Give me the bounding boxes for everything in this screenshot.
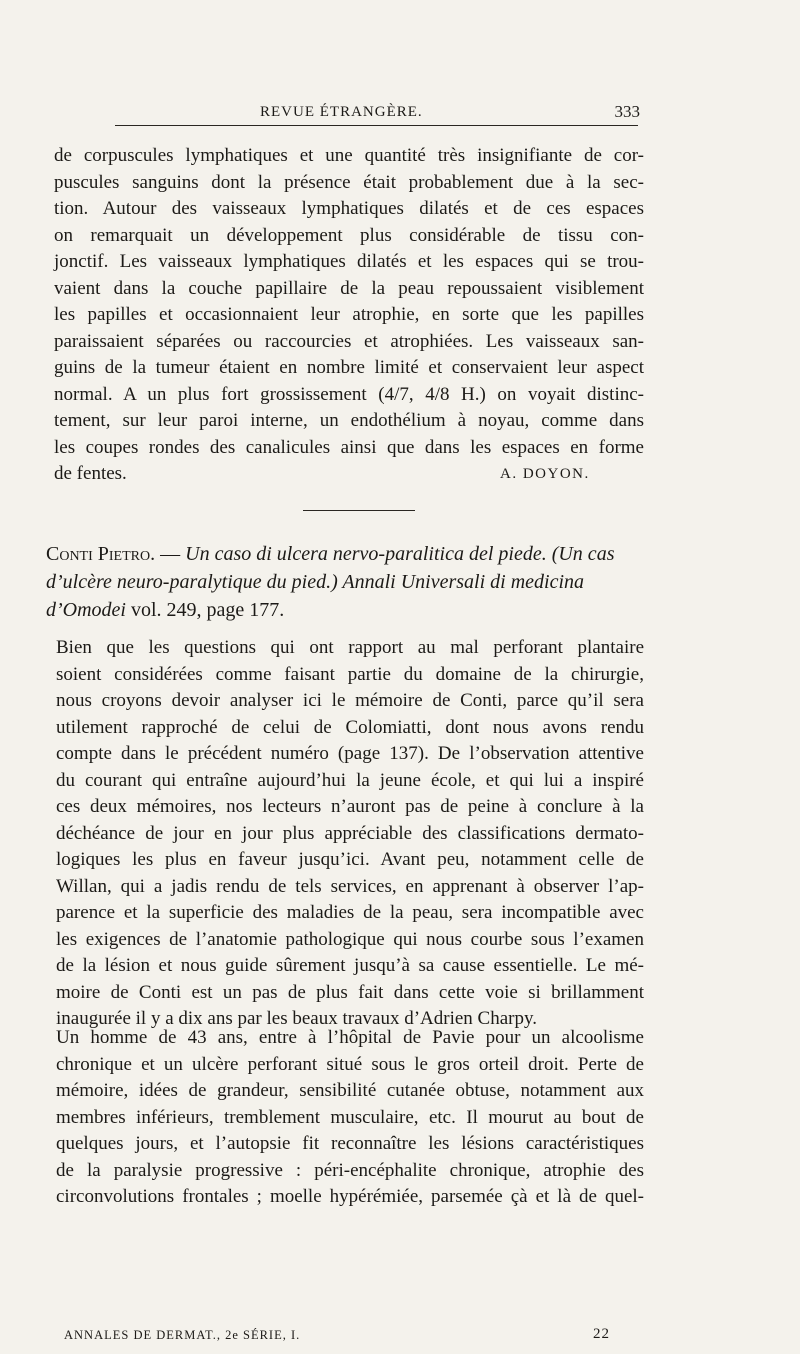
author-name: Conti Pietro. bbox=[46, 543, 156, 565]
text-line: quelques jours, et l’autopsie fit reconnaître les lésions caractéristiques bbox=[56, 1133, 644, 1154]
section-separator bbox=[303, 510, 415, 511]
text-line: circonvolutions frontales ; moelle hypérémiée, parsemée çà et là de quel- bbox=[56, 1186, 644, 1207]
text-line: tement, sur leur paroi interne, un endothélium à noyau, comme dans bbox=[54, 410, 644, 431]
text-line: utilement rapproché de celui de Colomiatti, dont nous avons rendu bbox=[56, 716, 644, 738]
text-line: Un homme de 43 ans, entre à l’hôpital de Pavie pour un alcoolisme bbox=[56, 1027, 644, 1048]
header-rule bbox=[115, 125, 638, 126]
text-line: paraissaient séparées ou raccourcies et atrophiées. Les vaisseaux san- bbox=[54, 330, 644, 352]
text-line: mémoire, idées de grandeur, sensibilité cutanée obtuse, notamment aux bbox=[56, 1080, 644, 1101]
text-line: vaient dans la couche papillaire de la peau repoussaient visiblement bbox=[54, 277, 644, 299]
text-line: de corpuscules lymphatiques et une quantité très insignifiante de cor- bbox=[54, 145, 644, 166]
page-number: 333 bbox=[614, 102, 640, 121]
article-title: Un caso di ulcera nervo-paralitica del piede. (Un cas bbox=[185, 543, 615, 565]
sheet-number: 22 bbox=[593, 1326, 610, 1342]
running-title: REVUE ÉTRANGÈRE. bbox=[260, 104, 423, 120]
text-line: Willan, qui a jadis rendu de tels services, en apprenant à observer l’ap- bbox=[56, 875, 644, 897]
reference-line: d’ulcère neuro-paralytique du pied.) Annali Universali di medicina bbox=[46, 571, 585, 593]
running-header bbox=[120, 104, 640, 126]
text-line: nous croyons devoir analyser ici le mémoire de Conti, parce qu’il sera bbox=[56, 690, 644, 711]
text-line: normal. A un plus fort grossissement (4/7, 4/8 H.) on voyait distinc- bbox=[54, 383, 644, 405]
paragraph-1 bbox=[54, 143, 644, 488]
text-line: déchéance de jour en jour plus appréciable des classifications dermato- bbox=[56, 822, 644, 844]
text-line: puscules sanguins dont la présence était probablement due à la sec- bbox=[54, 171, 644, 193]
reference-line bbox=[46, 540, 644, 568]
text-line: membres inférieurs, tremblement musculaire, etc. Il mourut au bout de bbox=[56, 1106, 644, 1128]
text-line: moire de Conti est un pas de plus fait dans cette voie si brillamment bbox=[56, 981, 644, 1003]
text-line: de la lésion et nous guide sûrement jusqu’à sa cause essentielle. Le mé- bbox=[56, 955, 644, 976]
text-line: inaugurée il y a dix ans par les beaux travaux d’Adrien Charpy. bbox=[56, 1008, 537, 1029]
text-line: de fentes. bbox=[54, 463, 127, 484]
volume-page: vol. 249, page 177. bbox=[125, 599, 285, 621]
text-line: les papilles et occasionnaient leur atrophie, en sorte que les papilles bbox=[54, 304, 644, 325]
reference-line bbox=[46, 596, 644, 624]
text-line: du courant qui entraîne aujourd’hui la jeune école, et qui lui a inspiré bbox=[56, 769, 644, 791]
text-line: chronique et un ulcère perforant situé sous le gros orteil droit. Perte de bbox=[56, 1053, 644, 1075]
page-footer bbox=[58, 1326, 610, 1346]
text-line: guins de la tumeur étaient en nombre limité et conservaient leur aspect bbox=[54, 357, 644, 378]
text-line: parence et la superficie des maladies de la peau, sera incompatible avec bbox=[56, 902, 644, 923]
text-line: les exigences de l’anatomie pathologique qui nous courbe sous l’examen bbox=[56, 928, 644, 950]
em-dash: — bbox=[155, 543, 186, 565]
text-line: soient considérées comme faisant partie du domaine de la chirurgie, bbox=[56, 663, 644, 685]
text-line: Bien que les questions qui ont rapport au mal perforant plantaire bbox=[56, 637, 644, 658]
text-line: logiques les plus en faveur jusqu’ici. Avant peu, notamment celle de bbox=[56, 849, 644, 870]
text-line: compte dans le précédent numéro (page 137). De l’observation attentive bbox=[56, 743, 644, 764]
bibliographic-reference bbox=[46, 540, 644, 624]
journal-name: d’Omodei bbox=[46, 599, 126, 621]
text-line: jonctif. Les vaisseaux lymphatiques dilatés et les espaces qui se trou- bbox=[54, 251, 644, 272]
text-line: ces deux mémoires, nos lecteurs n’auront pas de peine à conclure à la bbox=[56, 796, 644, 817]
signature-mark: ANNALES DE DERMAT., 2e SÉRIE, I. bbox=[64, 1328, 301, 1342]
paragraph-3 bbox=[56, 1025, 644, 1211]
text-line: les coupes rondes des canalicules ainsi que dans les espaces en forme bbox=[54, 436, 644, 458]
text-line: tion. Autour des vaisseaux lymphatiques dilatés et de ces espaces bbox=[54, 198, 644, 219]
text-line: on remarquait un développement plus considérable de tissu con- bbox=[54, 224, 644, 246]
paragraph-2 bbox=[56, 635, 644, 1033]
article-signature: A. DOYON. bbox=[500, 466, 590, 482]
text-line: de la paralysie progressive : péri-encéphalite chronique, atrophie des bbox=[56, 1159, 644, 1181]
